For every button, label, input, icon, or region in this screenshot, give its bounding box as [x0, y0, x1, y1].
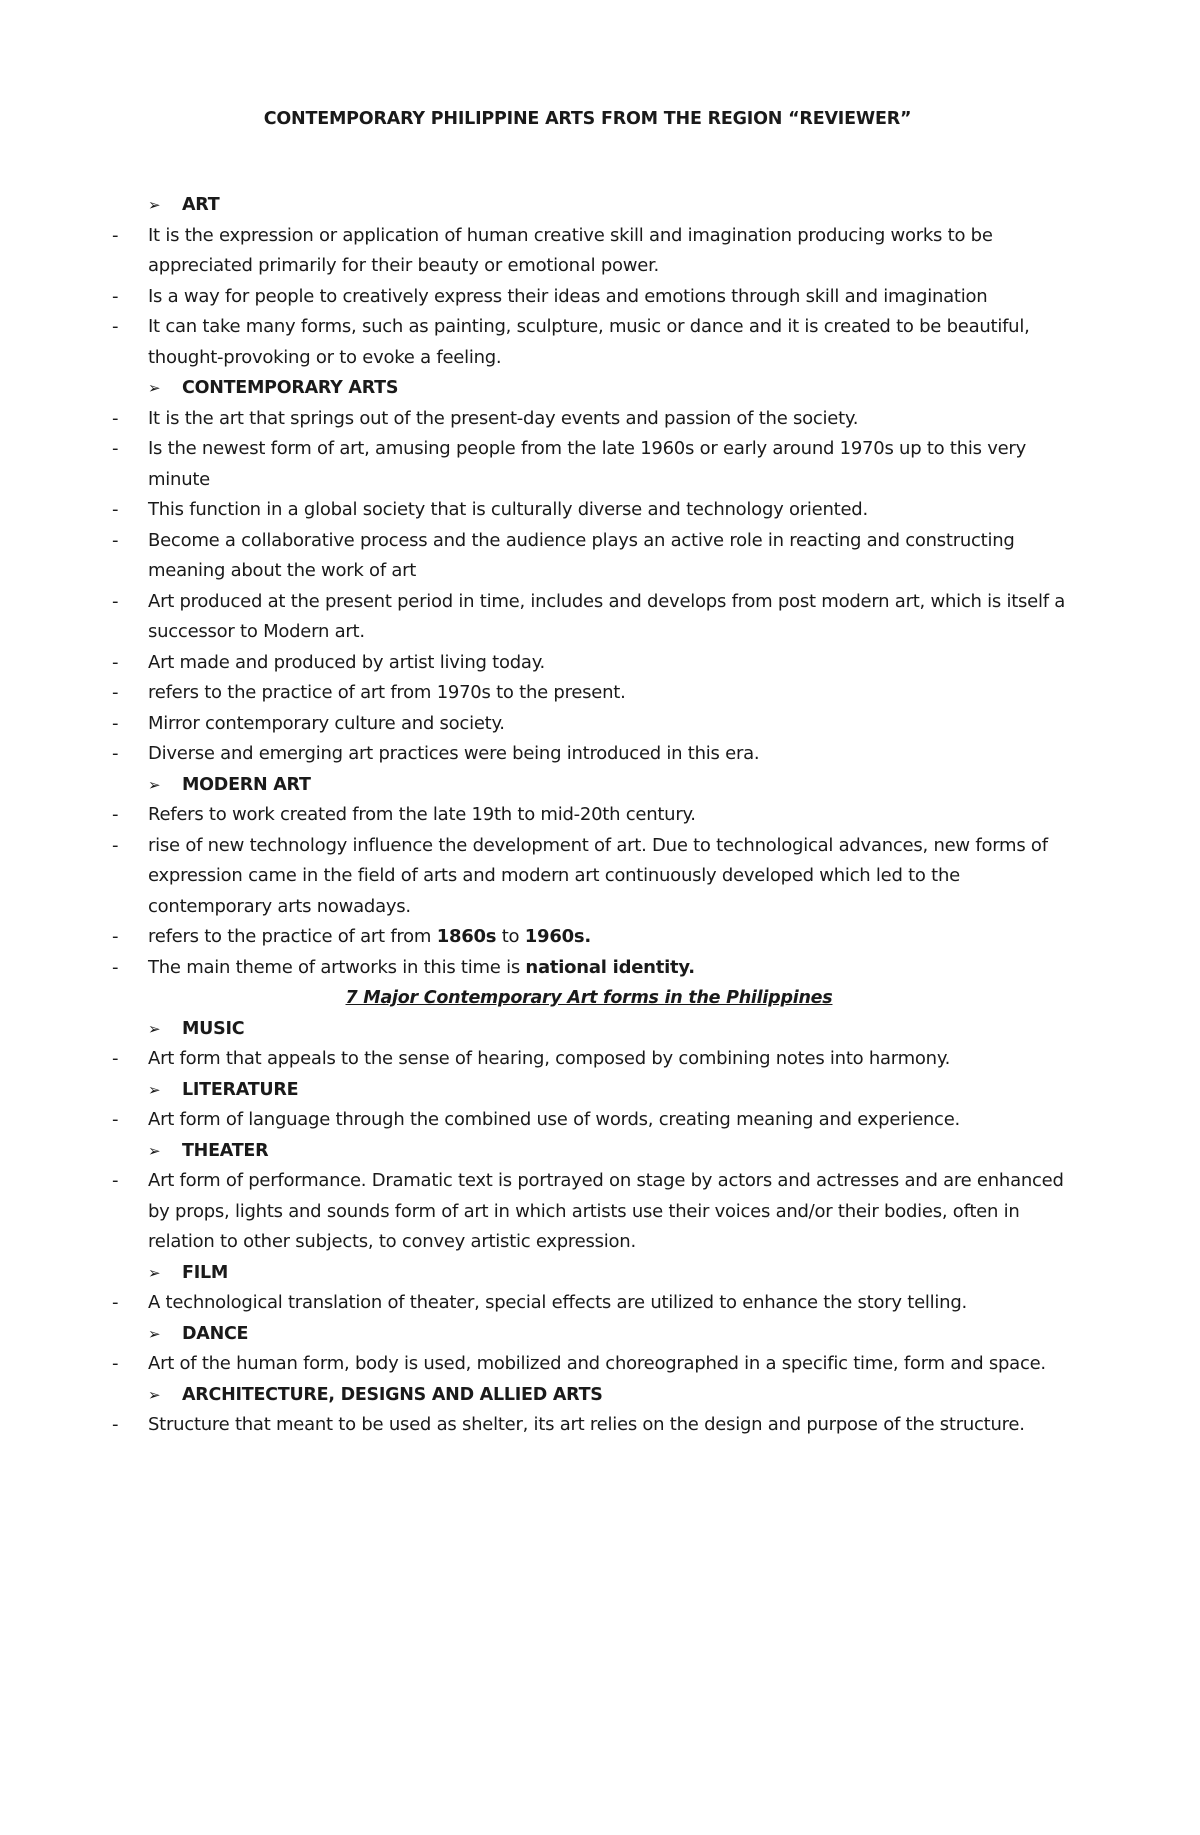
section-heading-label: DANCE [182, 1323, 249, 1344]
bullet-dash: - [112, 529, 119, 551]
text-segment: Is a way for people to creatively express their ideas and emotions through skill and imagination [148, 285, 988, 307]
text-segment: This function in a global society that is culturally diverse and technology oriented. [148, 499, 868, 520]
bullet-item [110, 922, 1068, 953]
bullet-text [148, 1410, 1068, 1441]
bullet-text [148, 1349, 1068, 1380]
bullet-item [110, 221, 1068, 282]
arrowhead-bullet-icon: ➢ [148, 1324, 161, 1343]
bullet-text [148, 709, 1068, 740]
section-heading [110, 1258, 1068, 1289]
bullet-text [148, 587, 1068, 648]
bullet-item [110, 434, 1068, 495]
bullet-item [110, 709, 1068, 740]
text-segment: Art made and produced by artist living today. [148, 651, 546, 673]
bullet-text [148, 1044, 1068, 1075]
bullet-item [110, 831, 1068, 923]
text-segment: refers to the practice of art from [148, 926, 437, 947]
arrowhead-bullet-icon: ➢ [148, 1385, 161, 1404]
section-heading [110, 190, 1068, 221]
bullet-dash: - [112, 407, 119, 429]
bullet-item [110, 800, 1068, 831]
bullet-item [110, 739, 1068, 770]
bullet-text [148, 221, 1068, 282]
arrowhead-bullet-icon: ➢ [148, 379, 161, 397]
section-heading [110, 1075, 1068, 1106]
bold-text: 1960s. [524, 926, 591, 947]
text-segment: rise of new technology influence the development of art. Due to technological advances, new forms of expression came in the field of arts and modern art continuously developed which led to the contemporary arts nowadays. [148, 834, 1048, 917]
bullet-dash: - [112, 682, 119, 703]
bullet-item [110, 526, 1068, 587]
section-heading-label: LITERATURE [182, 1079, 299, 1100]
text-segment: Structure that meant to be used as shelter, its art relies on the design and purpose of the structure. [148, 1414, 1025, 1435]
bullet-text [148, 678, 1068, 709]
bullet-dash: - [112, 285, 119, 307]
bold-text: 1860s [436, 926, 497, 947]
text-segment: Art of the human form, body is used, mobilized and choreographed in a specific time, form and space. [148, 1353, 1046, 1374]
bullet-dash: - [112, 956, 119, 978]
text-segment: to [496, 926, 525, 947]
section-heading-label: THEATER [182, 1140, 269, 1161]
bullet-text [148, 312, 1068, 373]
bullet-item [110, 495, 1068, 526]
bullet-text [148, 1166, 1068, 1258]
section-heading [110, 770, 1068, 801]
bullet-dash: - [112, 316, 119, 337]
arrowhead-bullet-icon: ➢ [148, 1263, 161, 1282]
section-heading-label: ARCHITECTURE, DESIGNS AND ALLIED ARTS [182, 1384, 603, 1405]
bullet-dash: - [112, 590, 119, 612]
section-heading-label: ART [182, 195, 220, 215]
text-segment: Diverse and emerging art practices were being introduced in this era. [148, 743, 760, 764]
text-segment: Art form that appeals to the sense of hearing, composed by combining notes into harmony. [148, 1048, 951, 1069]
bullet-dash: - [112, 499, 119, 520]
major-forms-heading: 7 Major Contemporary Art forms in the Philippines [345, 988, 833, 1008]
bullet-text [148, 404, 1068, 435]
section-heading [110, 1380, 1068, 1411]
arrowhead-bullet-icon: ➢ [148, 196, 161, 214]
bullet-dash: - [112, 438, 119, 459]
text-segment: Art form of performance. Dramatic text is portrayed on stage by actors and actresses and are enhanced by props, lights and sounds form of art in which artists use their voices and/or their bodies, often in relation to other subjects, to convey artistic expression. [148, 1170, 1064, 1252]
arrowhead-bullet-icon: ➢ [148, 775, 161, 794]
bullet-text [148, 648, 1068, 679]
sections-part-1 [110, 190, 1068, 983]
section-heading-label: CONTEMPORARY ARTS [182, 378, 399, 398]
text-segment: It is the expression or application of human creative skill and imagination producing works to be appreciated primarily for their beauty or emotional power. [148, 224, 993, 276]
text-segment: Mirror contemporary culture and society. [148, 712, 505, 734]
bullet-dash: - [112, 651, 119, 673]
bullet-text [148, 1288, 1068, 1319]
bullet-dash: - [112, 1109, 119, 1130]
bullet-dash: - [112, 1292, 119, 1313]
text-segment: refers to the practice of art from 1970s to the present. [148, 682, 626, 703]
bullet-text [148, 495, 1068, 526]
bullet-item [110, 587, 1068, 648]
arrowhead-bullet-icon: ➢ [148, 1019, 161, 1038]
bullet-text [148, 1105, 1068, 1136]
bullet-item [110, 1288, 1068, 1319]
text-segment: It is the art that springs out of the present-day events and passion of the society. [148, 407, 859, 429]
bullet-item [110, 312, 1068, 373]
bullet-dash: - [112, 224, 119, 246]
bullet-dash: - [112, 834, 119, 856]
section-heading-label: MUSIC [182, 1018, 245, 1039]
bullet-dash: - [112, 1170, 119, 1191]
bullet-item [110, 404, 1068, 435]
section-heading [110, 1014, 1068, 1045]
bullet-text [148, 282, 1068, 313]
bullet-dash: - [112, 1048, 119, 1069]
bullet-text [148, 800, 1068, 831]
section-heading-label: FILM [182, 1262, 229, 1283]
page-title: CONTEMPORARY PHILIPPINE ARTS FROM THE REGION “REVIEWER” [263, 109, 912, 129]
text-segment: Is the newest form of art, amusing people from the late 1960s or early around 1970s up to this very minute [148, 438, 1026, 490]
text-segment: Become a collaborative process and the audience plays an active role in reacting and constructing meaning about the work of art [148, 529, 1015, 581]
text-segment: A technological translation of theater, special effects are utilized to enhance the story telling. [148, 1292, 967, 1313]
bullet-item [110, 648, 1068, 679]
bullet-item [110, 1044, 1068, 1075]
bullet-dash: - [112, 712, 119, 734]
bullet-item [110, 1349, 1068, 1380]
text-segment: It can take many forms, such as painting, sculpture, music or dance and it is created to be beautiful, thought-provoking or to evoke a feeling. [148, 316, 1030, 368]
bullet-item [110, 1410, 1068, 1441]
bullet-text [148, 831, 1068, 923]
bullet-text [148, 922, 1068, 953]
bullet-text [148, 434, 1068, 495]
text-segment: The main theme of artworks in this time is [148, 956, 526, 978]
bullet-dash: - [112, 743, 119, 764]
bullet-item [110, 1105, 1068, 1136]
bullet-item [110, 282, 1068, 313]
arrowhead-bullet-icon: ➢ [148, 1141, 161, 1160]
arrowhead-bullet-icon: ➢ [148, 1080, 161, 1099]
bullet-text [148, 739, 1068, 770]
bullet-dash: - [112, 926, 119, 947]
section-heading [110, 1136, 1068, 1167]
text-segment: Art form of language through the combined use of words, creating meaning and experience. [148, 1109, 961, 1130]
text-segment: Refers to work created from the late 19th to mid-20th century. [148, 804, 696, 825]
bullet-item [110, 1166, 1068, 1258]
text-segment: Art produced at the present period in time, includes and develops from post modern art, which is itself a successor to Modern art. [148, 590, 1066, 642]
sections-part-2 [110, 1014, 1068, 1441]
bullet-item [110, 678, 1068, 709]
section-heading [110, 373, 1068, 404]
bullet-text [148, 526, 1068, 587]
bullet-dash: - [112, 1353, 119, 1374]
bullet-item [110, 953, 1068, 984]
section-heading-label: MODERN ART [182, 774, 311, 795]
bullet-dash: - [112, 804, 119, 825]
bullet-text [148, 953, 1068, 984]
document-body [110, 190, 1068, 1441]
bullet-dash: - [112, 1414, 119, 1435]
section-heading [110, 1319, 1068, 1350]
bold-text: national identity. [525, 956, 695, 978]
